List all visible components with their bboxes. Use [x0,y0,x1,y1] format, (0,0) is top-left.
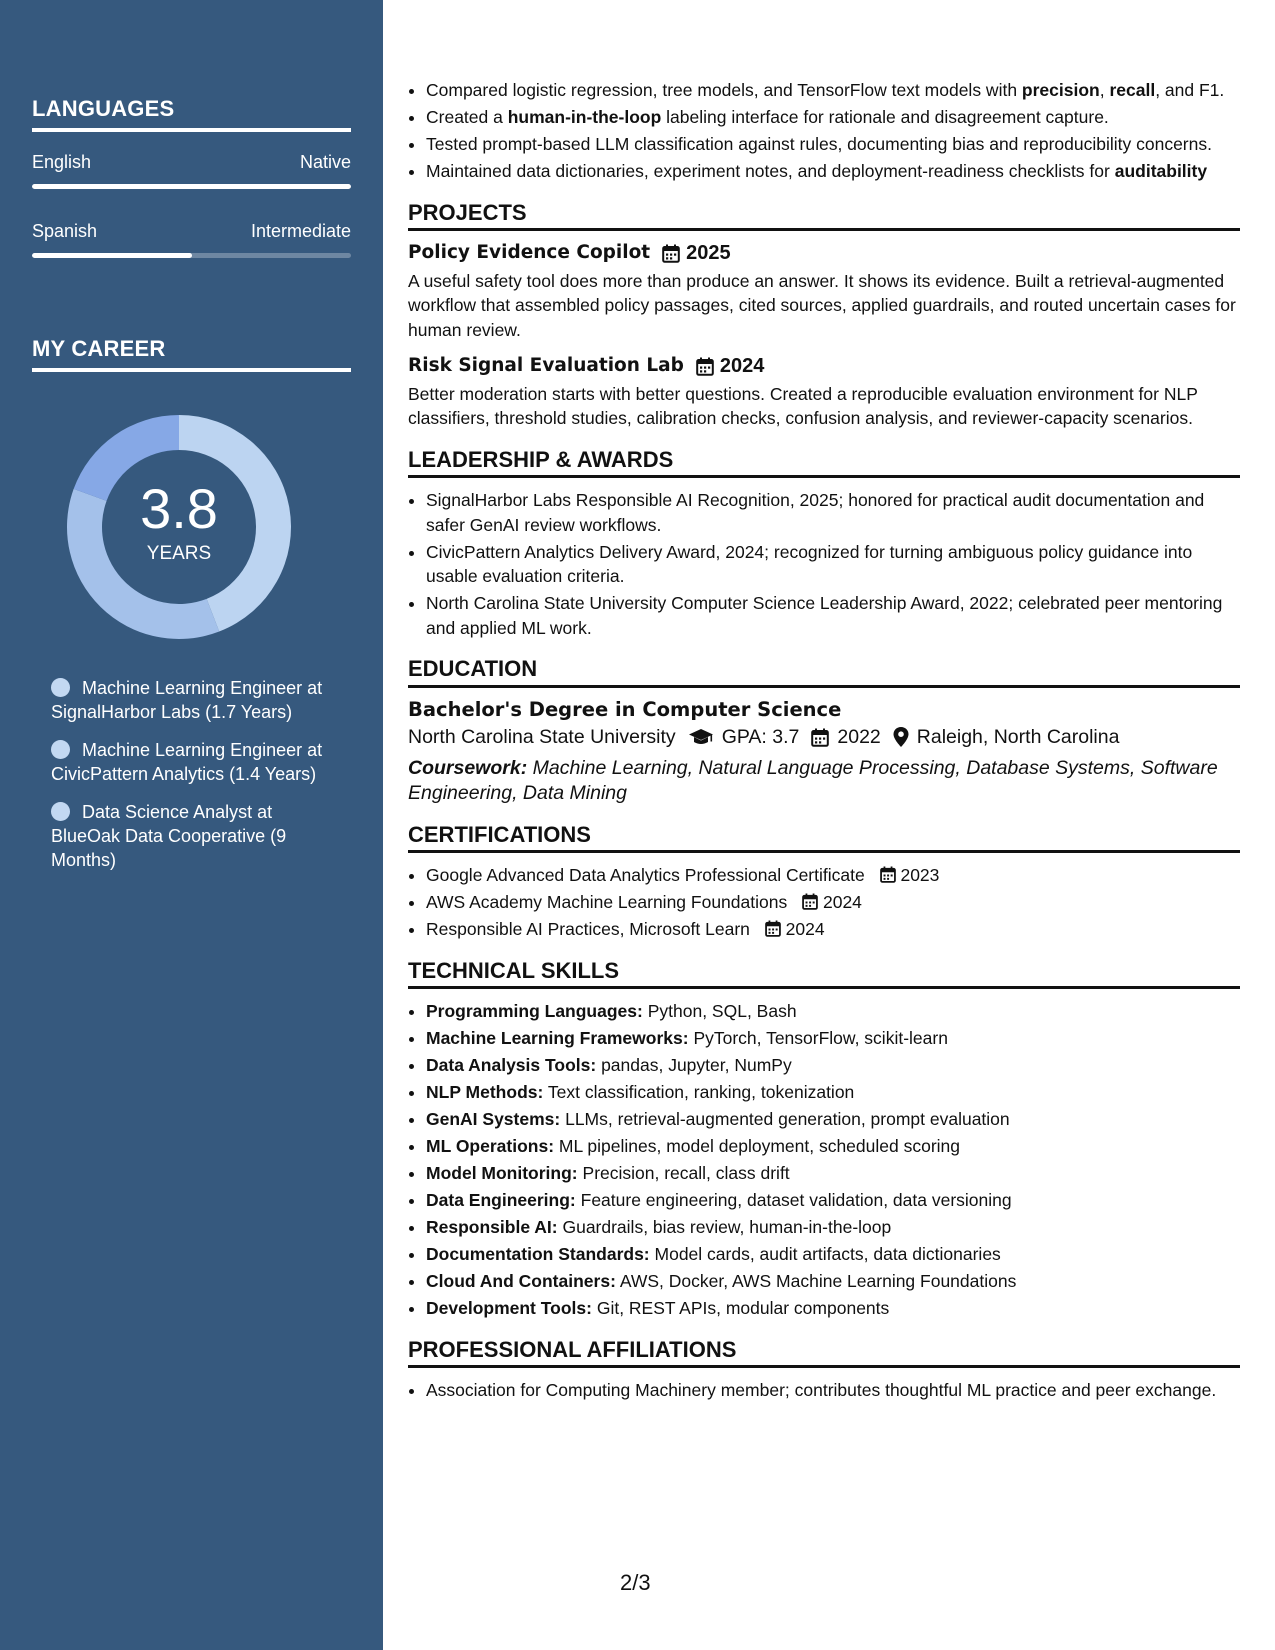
career-legend [51,676,331,886]
career-heading: MY CAREER [32,336,351,372]
leadership-item: • SignalHarbor Labs Responsible AI Recognition, 2025; honored for practical audit documentation and safer GenAI review workflows. [426,488,1240,537]
project-year: 2024 [719,355,765,377]
affiliation-item: • Association for Computing Machinery member; contributes thoughtful ML practice and peer exchange. [426,1378,1240,1403]
certification-item: • AWS Academy Machine Learning Foundations 2024 [426,890,1240,915]
skill-item: • Responsible AI: Guardrails, bias review, human-in-the-loop [426,1215,1240,1240]
legend-dot-icon [51,740,70,759]
language-row-english [32,152,351,173]
language-bar-spanish [32,253,351,258]
leadership-item: • CivicPattern Analytics Delivery Award, 2024; recognized for turning ambiguous policy guidance into usable evaluation criteria. [426,540,1240,589]
education-heading: EDUCATION [408,657,1240,688]
legend-dot-icon [51,678,70,697]
leadership-item: • North Carolina State University Computer Science Leadership Award, 2022; celebrated peer mentoring and applied ML work. [426,591,1240,640]
skill-item: • GenAI Systems: LLMs, retrieval-augmented generation, prompt evaluation [426,1107,1240,1132]
page-number: 2/3 [620,1570,651,1595]
school-name: North Carolina State University [408,726,676,748]
certification-item: • Responsible AI Practices, Microsoft Learn 2024 [426,917,1240,942]
skill-item: • NLP Methods: Text classification, ranking, tokenization [426,1080,1240,1105]
career-legend-item: Machine Learning Engineer at SignalHarbor Labs (1.7 Years) [51,678,323,722]
leadership-list [408,488,1240,640]
language-name: English [32,152,92,172]
legend-dot-icon [51,802,70,821]
degree-title: Bachelor's Degree in Computer Science [408,697,842,721]
skill-item: • Cloud And Containers: AWS, Docker, AWS Machine Learning Foundations [426,1269,1240,1294]
graduation-year: 2022 [837,726,881,748]
certification-year: 2024 [822,892,862,912]
projects-heading: PROJECTS [408,201,1240,232]
language-name: Spanish [32,221,98,241]
certifications-list [408,863,1240,942]
leadership-heading: LEADERSHIP & AWARDS [408,448,1240,479]
education-details [408,725,1240,750]
affiliations-list [408,1378,1240,1403]
language-bar-english [32,184,351,189]
calendar-icon [811,728,829,747]
main-content [408,78,1240,1405]
language-bar-fill [32,184,351,189]
experience-bullet: • Tested prompt-based LLM classification against rules, documenting bias and reproducibility concerns. [426,132,1240,157]
language-bar-fill [32,253,192,258]
career-legend-item: Machine Learning Engineer at CivicPattern Analytics (1.4 Years) [51,740,323,784]
experience-bullet: • Maintained data dictionaries, experiment notes, and deployment-readiness checklists for auditability [426,159,1240,184]
certifications-heading: CERTIFICATIONS [408,823,1240,854]
project-title: Risk Signal Evaluation Lab 2024 [408,355,765,377]
graduation-cap-icon [688,728,714,746]
calendar-icon [802,892,818,912]
calendar-icon [696,357,714,376]
languages-heading: LANGUAGES [32,96,351,132]
affiliations-heading: PROFESSIONAL AFFILIATIONS [408,1338,1240,1369]
experience-bullet: • Compared logistic regression, tree models, and TensorFlow text models with precision, recall, and F1. [426,78,1240,103]
experience-bullets [408,78,1240,184]
career-total-years: 3.8 [140,477,218,540]
career-legend-item: Data Science Analyst at BlueOak Data Cooperative (9 Months) [51,802,287,870]
skill-item: • Programming Languages: Python, SQL, Bash [426,999,1240,1024]
skills-heading: TECHNICAL SKILLS [408,959,1240,990]
certification-year: 2023 [900,865,940,885]
school-location: Raleigh, North Carolina [916,726,1120,748]
skill-item: • Data Engineering: Feature engineering, dataset validation, data versioning [426,1188,1240,1213]
skill-item: • Machine Learning Frameworks: PyTorch, TensorFlow, scikit-learn [426,1026,1240,1051]
skill-item: • ML Operations: ML pipelines, model deployment, scheduled scoring [426,1134,1240,1159]
project-description: Better moderation starts with better questions. Created a reproducible evaluation environment for NLP classifiers, threshold studies, calibration checks, confusion analysis, and reviewer-capacity scenarios. [408,383,1198,428]
skill-item: • Model Monitoring: Precision, recall, class drift [426,1161,1240,1186]
project-year: 2025 [686,242,731,264]
calendar-icon [662,244,680,263]
skill-item: • Data Analysis Tools: pandas, Jupyter, NumPy [426,1053,1240,1078]
gpa: GPA: 3.7 [721,726,800,748]
coursework: Coursework: Machine Learning, Natural Language Processing, Database Systems, Software Engineering, Data Mining [408,756,1218,804]
career-donut-center [66,414,292,640]
skill-item: • Development Tools: Git, REST APIs, modular components [426,1296,1240,1321]
language-row-spanish [32,221,351,242]
career-unit-label: YEARS [146,543,212,564]
certification-year: 2024 [785,919,825,939]
certification-item: • Google Advanced Data Analytics Professional Certificate 2023 [426,863,1240,888]
language-level: Intermediate [250,221,351,241]
project-title: Policy Evidence Copilot 2025 [408,242,731,264]
skill-item: • Documentation Standards: Model cards, audit artifacts, data dictionaries [426,1242,1240,1267]
experience-bullet: • Created a human-in-the-loop labeling interface for rationale and disagreement capture. [426,105,1240,130]
project-description: A useful safety tool does more than produce an answer. It shows its evidence. Built a retrieval-augmented workflow that assembled policy passages, cited sources, applied guardrails, and routed uncertain cases for human review. [408,270,1236,340]
sidebar [0,0,383,1650]
language-level: Native [299,152,351,172]
map-pin-icon [893,727,909,747]
calendar-icon [765,919,781,939]
calendar-icon [880,865,896,885]
skills-list [408,999,1240,1321]
